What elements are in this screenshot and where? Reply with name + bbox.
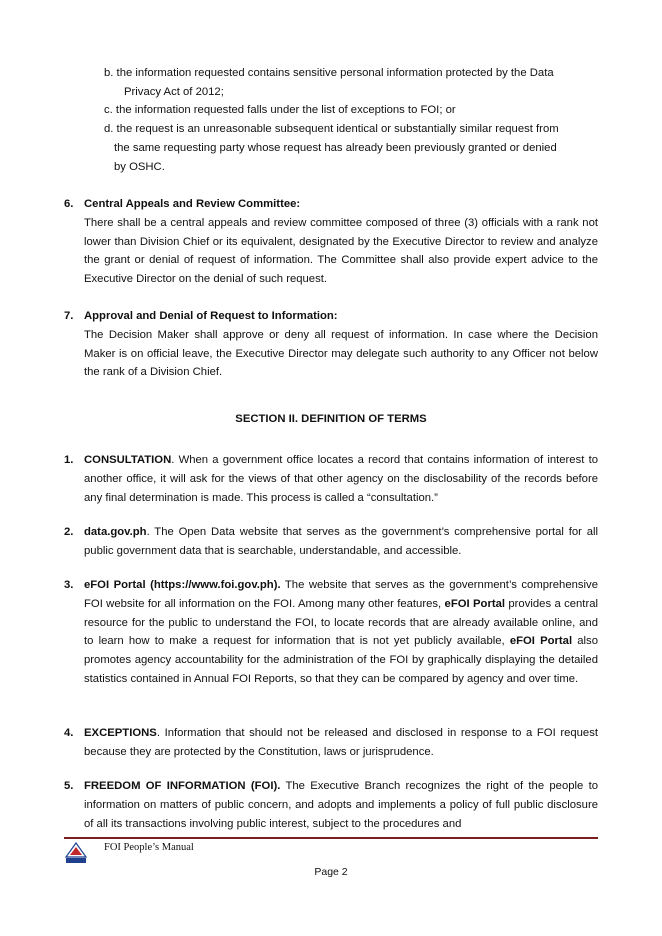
term-label: eFOI Portal (https://www.foi.gov.ph). [84,579,281,591]
term-emphasis: eFOI Portal [509,635,573,648]
term-body: The Executive Branch recognizes the right of the people to information on matters of public concern, and adopts and implements a policy of full public disclosure of all its transactions involving public interest, subject to the procedures and [84,780,599,830]
term-foi [84,777,598,833]
term-label: CONSULTATION [84,454,172,466]
oshc-logo-icon [64,842,88,864]
term-label: FREEDOM OF INFORMATION (FOI). [84,780,281,792]
item-number: 7. [64,310,74,322]
footer-rule [64,837,598,839]
term-exceptions [84,724,598,762]
term-number: 5. [64,780,74,792]
list-item-d-line2: the same requesting party whose request has already been previously granted or denied [114,141,557,154]
term-body: The website that serves as the government’s comprehensive FOI website for all information on the FOI. Among many other features, [84,579,598,610]
list-item-b-line2: Privacy Act of 2012; [124,85,224,98]
item-number: 6. [64,198,74,210]
term-body: also promotes agency accountability for the administration of the FOI by graphically displaying the detailed statistics contained in Annual FOI Reports, so that they can be compared by agency and over time. [84,635,598,685]
list-item-d-line3: by OSHC. [114,160,165,173]
term-label: EXCEPTIONS [84,727,157,739]
item-central-appeals [84,195,598,289]
item-title: Approval and Denial of Request to Information: [84,310,338,322]
term-emphasis: eFOI Portal [444,597,506,610]
item-body: The Decision Maker shall approve or deny all request of information. In case where the Decision Maker is on official leave, the Executive Director may delegate such authority to any Officer not below the rank of a Division Chief. [84,328,598,379]
list-item-d-line1: d. the request is an unreasonable subsequent identical or substantially similar request from [104,123,559,135]
list-item-c [104,101,598,120]
term-number: 4. [64,727,74,739]
term-number: 2. [64,526,74,538]
term-label: data.gov.ph [84,526,147,538]
term-consultation [84,451,598,507]
term-body: . Information that should not be released and disclosed in response to a FOI request because they are protected by the Constitution, laws or jurisprudence. [84,727,598,758]
term-efoi-portal [84,576,598,689]
list-item-b [104,64,598,102]
list-item-c-text: c. the information requested falls under the list of exceptions to FOI; or [104,104,456,116]
term-body: . The Open Data website that serves as the government’s comprehensive portal for all public government data that is searchable, understandable, and accessible. [84,526,598,557]
item-body: There shall be a central appeals and review committee composed of three (3) officials with a rank not lower than Division Chief or its equivalent, designated by the Executive Director to review and analyze the grant or denial of request of information. The Committee shall also provide expert advice to the Executive Director on the denial of such request. [84,216,598,286]
list-item-b-line1: b. the information requested contains sensitive personal information protected by the Data [104,67,554,79]
item-title: Central Appeals and Review Committee: [84,198,301,210]
term-number: 3. [64,579,74,591]
list-item-d [104,120,598,176]
footer-manual-title: FOI People’s Manual [104,842,194,853]
page-number: Page 2 [314,866,348,878]
item-approval-denial [84,307,598,382]
term-data-gov-ph [84,523,598,561]
term-number: 1. [64,454,74,466]
section-title: SECTION II. DEFINITION OF TERMS [235,413,427,425]
term-body: provides a central resource for the public to understand the FOI, to locate records that are already available online, and to learn how to make a request for information that is not yet publicly available, [84,597,598,648]
term-body: . When a government office locates a record that contains information of interest to another office, it will ask for the views of that other agency on the disclosability of the records before any final determination is made. This process is called a “consultation.” [84,454,598,504]
